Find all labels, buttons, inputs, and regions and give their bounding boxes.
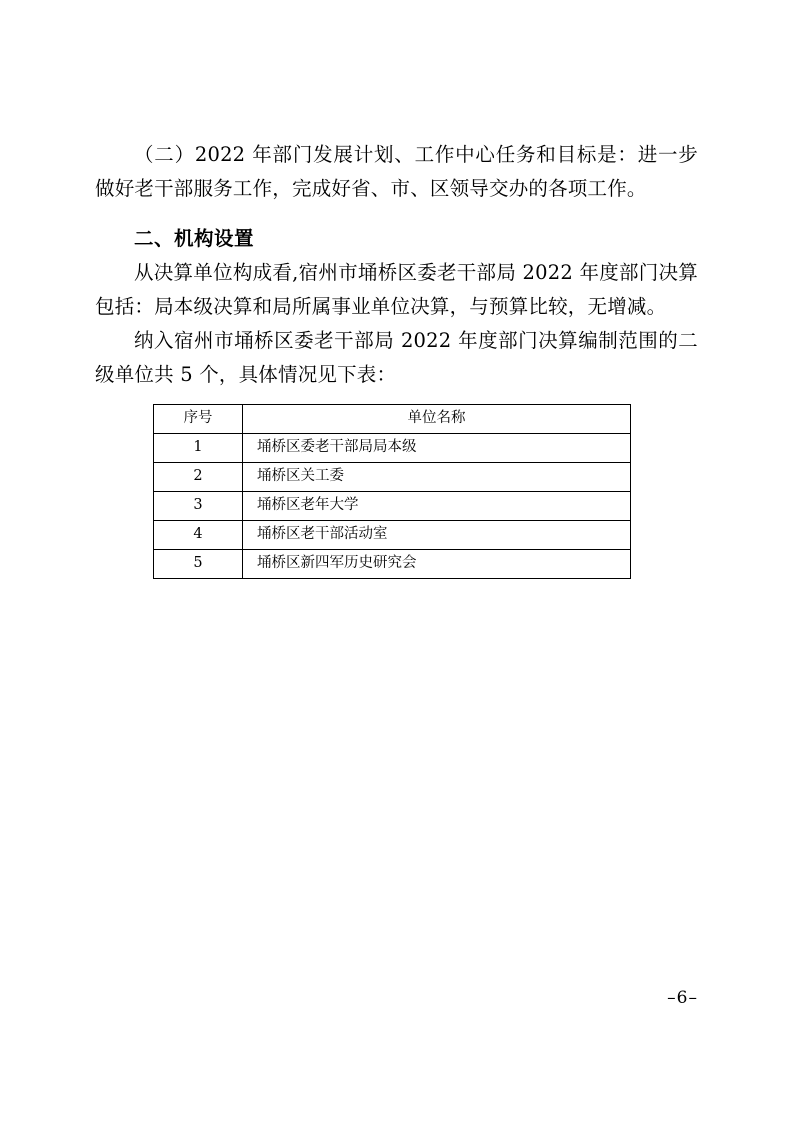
spacer xyxy=(95,206,698,222)
cell-index: 1 xyxy=(154,434,243,463)
cell-index: 5 xyxy=(154,550,243,579)
cell-unit-name: 埇桥区老年大学 xyxy=(243,492,631,521)
cell-index: 3 xyxy=(154,492,243,521)
column-header-unit-name: 单位名称 xyxy=(243,405,631,434)
cell-unit-name: 埇桥区委老干部局局本级 xyxy=(243,434,631,463)
section-heading-organization: 二、机构设置 xyxy=(134,227,255,250)
table-row xyxy=(154,434,631,463)
table-row xyxy=(154,492,631,521)
cell-unit-name: 埇桥区关工委 xyxy=(243,463,631,492)
cell-index: 4 xyxy=(154,521,243,550)
paragraph-development-plan: （二）2022 年部门发展计划、工作中心任务和目标是：进一步做好老干部服务工作，完成好省、市、区领导交办的各项工作。 xyxy=(95,143,698,200)
table-body xyxy=(154,434,631,579)
table-header-row xyxy=(154,405,631,434)
paragraph-second-level-units: 纳入宿州市埇桥区委老干部局 2022 年度部门决算编制范围的二级单位共 5 个，具体情况见下表： xyxy=(95,329,698,386)
table-row xyxy=(154,550,631,579)
unit-list-table xyxy=(153,404,631,579)
cell-unit-name: 埇桥区老干部活动室 xyxy=(243,521,631,550)
cell-index: 2 xyxy=(154,463,243,492)
table-row xyxy=(154,463,631,492)
page-number: –6– xyxy=(667,988,698,1008)
column-header-index: 序号 xyxy=(154,405,243,434)
table-header xyxy=(154,405,631,434)
table-row xyxy=(154,521,631,550)
paragraph-final-account-composition: 从决算单位构成看,宿州市埇桥区委老干部局 2022 年度部门决算包括：局本级决算和局所属事业单位决算，与预算比较，无增减。 xyxy=(95,261,698,318)
cell-unit-name: 埇桥区新四军历史研究会 xyxy=(243,550,631,579)
